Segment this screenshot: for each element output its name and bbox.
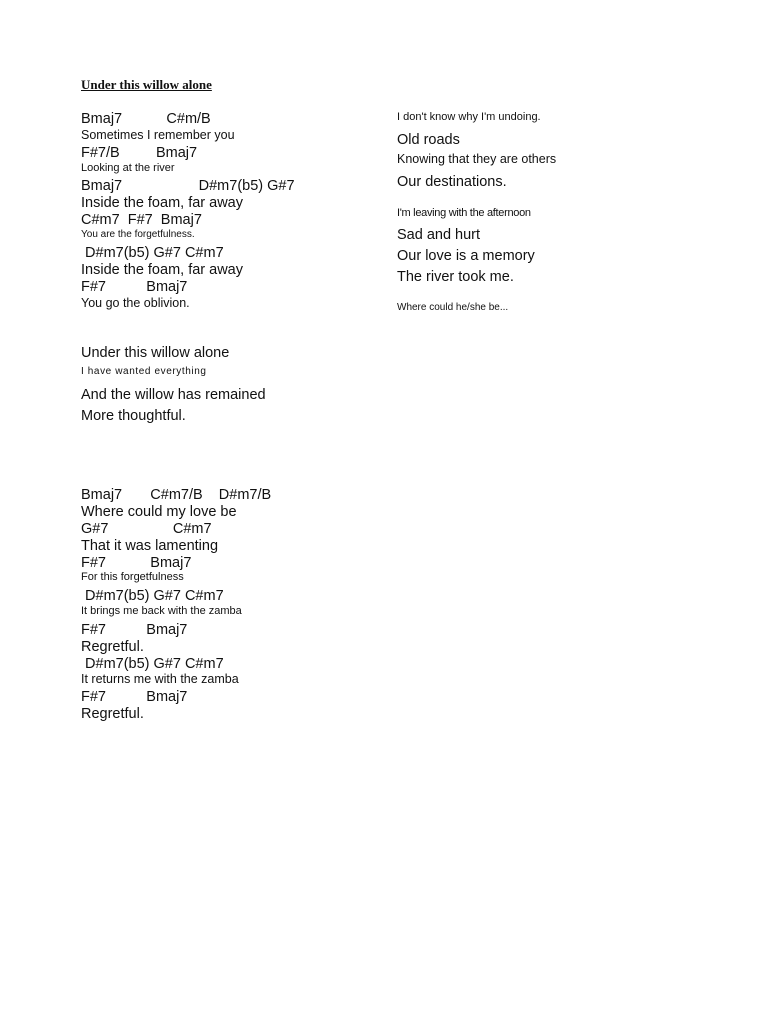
lyric-line: Our destinations. <box>397 174 507 190</box>
chord-line: D#m7(b5) G#7 C#m7 <box>81 245 224 261</box>
lyric-line: I'm leaving with the afternoon <box>397 207 531 219</box>
lyric-line: Sometimes I remember you <box>81 128 235 142</box>
chord-line: F#7/B Bmaj7 <box>81 145 198 161</box>
lyric-line: Where could my love be <box>81 504 237 520</box>
lyric-line: More thoughtful. <box>81 408 186 424</box>
lyric-line: Where could he/she be... <box>397 302 509 313</box>
lyric-line: And the willow has remained <box>81 387 266 403</box>
lyric-line: Looking at the river <box>81 162 175 174</box>
lyric-line: Sad and hurt <box>397 227 481 243</box>
lyric-line: I don't know why I'm undoing. <box>397 111 541 123</box>
lyric-line: Under this willow alone <box>81 345 230 361</box>
lyric-line: The river took me. <box>397 269 514 285</box>
lyric-line: Knowing that they are others <box>397 152 557 166</box>
chord-line: Bmaj7 C#m7/B D#m7/B <box>81 487 272 503</box>
lyric-line: Inside the foam, far away <box>81 195 243 211</box>
lyric-line: Old roads <box>397 132 460 148</box>
lyric-line: It brings me back with the zamba <box>81 605 242 617</box>
chord-line: Bmaj7 D#m7(b5) G#7 <box>81 178 295 194</box>
chord-line: F#7 Bmaj7 <box>81 279 188 295</box>
chord-line: D#m7(b5) G#7 C#m7 <box>81 656 224 672</box>
lyric-line: I have wanted everything <box>81 366 207 377</box>
lyric-line: Our love is a memory <box>397 248 535 264</box>
chord-line: F#7 Bmaj7 <box>81 555 192 571</box>
chord-line: Bmaj7 C#m/B <box>81 111 211 127</box>
lyric-line: It returns me with the zamba <box>81 672 239 686</box>
chord-line: F#7 Bmaj7 <box>81 622 188 638</box>
chord-line: C#m7 F#7 Bmaj7 <box>81 212 202 228</box>
chord-line: F#7 Bmaj7 <box>81 689 188 705</box>
lyric-line: That it was lamenting <box>81 538 219 554</box>
lyric-line: For this forgetfulness <box>81 571 184 583</box>
chord-line: D#m7(b5) G#7 C#m7 <box>81 588 224 604</box>
lyric-line: You are the forgetfulness. <box>81 229 195 240</box>
song-title: Under this willow alone <box>81 77 212 92</box>
chord-line: G#7 C#m7 <box>81 521 212 537</box>
lyric-line: Inside the foam, far away <box>81 262 243 278</box>
lyric-line: Regretful. <box>81 639 144 655</box>
lyric-line: You go the oblivion. <box>81 296 190 310</box>
lyric-line: Regretful. <box>81 706 144 722</box>
